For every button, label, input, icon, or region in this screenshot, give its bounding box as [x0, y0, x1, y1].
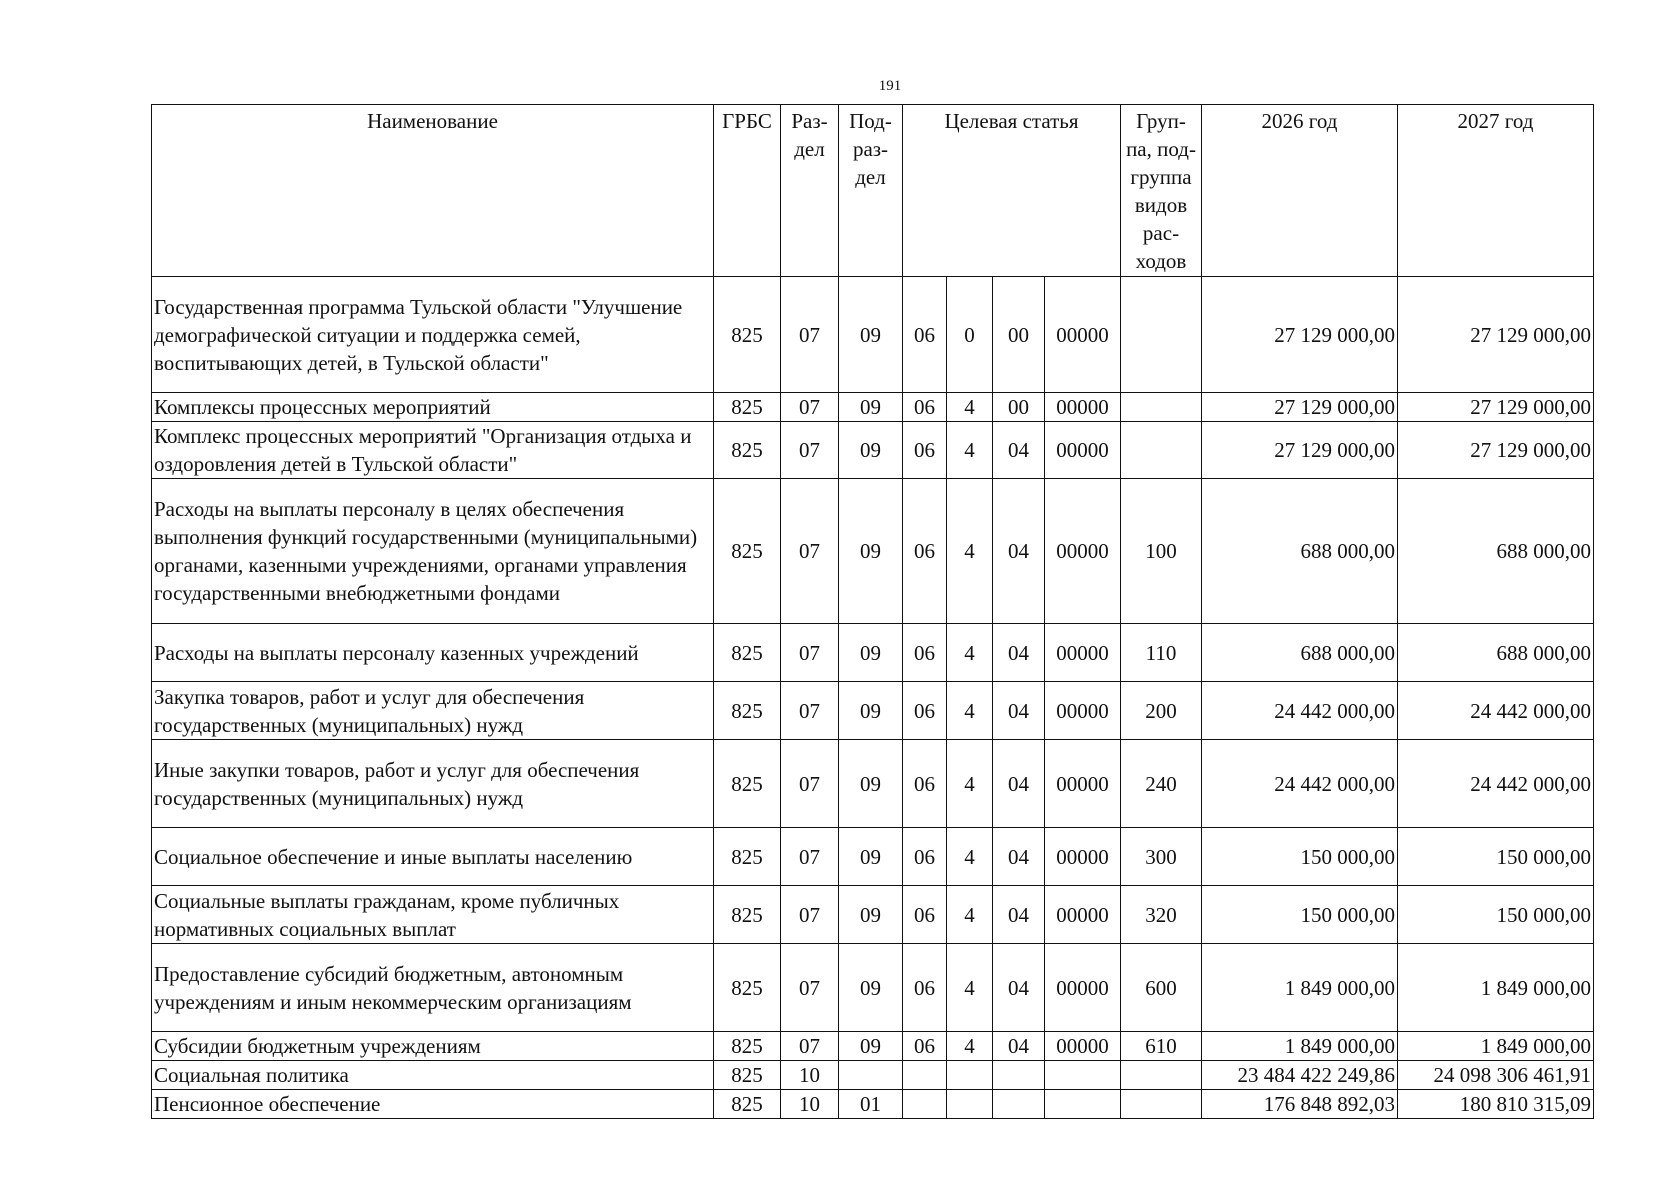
cell-expense-group: 110 [1121, 624, 1202, 682]
cell-amount-2026: 27 129 000,00 [1202, 277, 1398, 393]
cell-target-sub: 04 [993, 624, 1045, 682]
cell-razdel: 07 [781, 393, 839, 422]
cell-amount-2027: 180 810 315,09 [1398, 1090, 1594, 1119]
cell-target-type: 4 [947, 682, 993, 740]
cell-target-sub: 04 [993, 828, 1045, 886]
table-row [152, 393, 1594, 422]
cell-expense-group: 320 [1121, 886, 1202, 944]
cell-amount-2026: 27 129 000,00 [1202, 422, 1398, 479]
cell-amount-2026: 150 000,00 [1202, 886, 1398, 944]
cell-expense-group: 600 [1121, 944, 1202, 1032]
cell-amount-2027: 688 000,00 [1398, 479, 1594, 624]
cell-razdel: 07 [781, 1032, 839, 1061]
cell-target-direction: 00000 [1045, 944, 1121, 1032]
cell-target-program: 06 [903, 393, 947, 422]
cell-target-type: 4 [947, 886, 993, 944]
header-target-article: Целевая статья [903, 105, 1121, 277]
cell-podrazdel: 01 [839, 1090, 903, 1119]
cell-amount-2026: 1 849 000,00 [1202, 1032, 1398, 1061]
cell-target-type: 4 [947, 1032, 993, 1061]
cell-target-type [947, 1061, 993, 1090]
cell-amount-2027: 27 129 000,00 [1398, 277, 1594, 393]
cell-grbs: 825 [714, 886, 781, 944]
cell-target-type: 4 [947, 624, 993, 682]
cell-grbs: 825 [714, 944, 781, 1032]
cell-target-sub: 04 [993, 740, 1045, 828]
cell-target-direction: 00000 [1045, 277, 1121, 393]
cell-amount-2026: 688 000,00 [1202, 479, 1398, 624]
table-row [152, 1061, 1594, 1090]
cell-target-direction: 00000 [1045, 1032, 1121, 1061]
cell-grbs: 825 [714, 682, 781, 740]
cell-amount-2026: 150 000,00 [1202, 828, 1398, 886]
cell-target-direction: 00000 [1045, 740, 1121, 828]
cell-razdel: 07 [781, 624, 839, 682]
cell-target-type: 4 [947, 740, 993, 828]
table-row [152, 422, 1594, 479]
cell-razdel: 07 [781, 277, 839, 393]
row-name: Комплекс процессных мероприятий "Организация отдыха и оздоровления детей в Тульской области" [152, 422, 714, 479]
cell-amount-2027: 150 000,00 [1398, 828, 1594, 886]
cell-grbs: 825 [714, 422, 781, 479]
cell-podrazdel [839, 1061, 903, 1090]
cell-target-type: 4 [947, 479, 993, 624]
cell-expense-group: 200 [1121, 682, 1202, 740]
cell-target-direction: 00000 [1045, 828, 1121, 886]
cell-amount-2027: 1 849 000,00 [1398, 944, 1594, 1032]
cell-amount-2027: 1 849 000,00 [1398, 1032, 1594, 1061]
cell-target-direction: 00000 [1045, 886, 1121, 944]
cell-target-sub: 00 [993, 393, 1045, 422]
cell-amount-2026: 176 848 892,03 [1202, 1090, 1398, 1119]
cell-podrazdel: 09 [839, 740, 903, 828]
cell-razdel: 10 [781, 1061, 839, 1090]
cell-amount-2027: 24 442 000,00 [1398, 682, 1594, 740]
table-row [152, 944, 1594, 1032]
header-row [152, 105, 1594, 277]
table-body [152, 277, 1594, 1119]
header-grbs: ГРБС [714, 105, 781, 277]
cell-expense-group: 240 [1121, 740, 1202, 828]
table-row [152, 1032, 1594, 1061]
cell-amount-2027: 24 098 306 461,91 [1398, 1061, 1594, 1090]
cell-target-direction [1045, 1090, 1121, 1119]
cell-target-program: 06 [903, 886, 947, 944]
row-name: Расходы на выплаты персоналу в целях обеспечения выполнения функций государственными (муниципальными) органами, казенными учреждениями, органами управления государственными внебюджетными фондами [152, 479, 714, 624]
cell-target-program: 06 [903, 740, 947, 828]
header-podrazdel: Под- раз- дел [839, 105, 903, 277]
cell-razdel: 07 [781, 828, 839, 886]
cell-amount-2026: 24 442 000,00 [1202, 740, 1398, 828]
header-year-2027: 2027 год [1398, 105, 1594, 277]
cell-grbs: 825 [714, 1090, 781, 1119]
cell-amount-2026: 23 484 422 249,86 [1202, 1061, 1398, 1090]
table-row [152, 886, 1594, 944]
row-name: Социальные выплаты гражданам, кроме публичных нормативных социальных выплат [152, 886, 714, 944]
table-row [152, 682, 1594, 740]
cell-target-sub: 04 [993, 422, 1045, 479]
cell-razdel: 10 [781, 1090, 839, 1119]
header-name: Наименование [152, 105, 714, 277]
cell-grbs: 825 [714, 1032, 781, 1061]
cell-grbs: 825 [714, 393, 781, 422]
budget-table [151, 104, 1594, 1119]
cell-razdel: 07 [781, 886, 839, 944]
cell-target-program [903, 1061, 947, 1090]
cell-podrazdel: 09 [839, 1032, 903, 1061]
cell-target-program [903, 1090, 947, 1119]
cell-razdel: 07 [781, 682, 839, 740]
cell-target-type: 4 [947, 828, 993, 886]
header-expense-group: Груп- па, под- группа видов рас- ходов [1121, 105, 1202, 277]
cell-grbs: 825 [714, 740, 781, 828]
cell-target-direction: 00000 [1045, 422, 1121, 479]
row-name: Социальное обеспечение и иные выплаты населению [152, 828, 714, 886]
cell-target-sub: 04 [993, 479, 1045, 624]
cell-amount-2026: 27 129 000,00 [1202, 393, 1398, 422]
table-row [152, 828, 1594, 886]
cell-podrazdel: 09 [839, 479, 903, 624]
cell-expense-group: 100 [1121, 479, 1202, 624]
cell-target-type: 0 [947, 277, 993, 393]
cell-target-direction [1045, 1061, 1121, 1090]
cell-target-program: 06 [903, 422, 947, 479]
cell-target-sub: 04 [993, 682, 1045, 740]
cell-grbs: 825 [714, 828, 781, 886]
cell-target-program: 06 [903, 828, 947, 886]
cell-amount-2027: 27 129 000,00 [1398, 393, 1594, 422]
cell-razdel: 07 [781, 422, 839, 479]
row-name: Государственная программа Тульской области "Улучшение демографической ситуации и поддержка семей, воспитывающих детей, в Тульской области" [152, 277, 714, 393]
cell-expense-group [1121, 393, 1202, 422]
cell-target-program: 06 [903, 479, 947, 624]
row-name: Социальная политика [152, 1061, 714, 1090]
cell-expense-group [1121, 422, 1202, 479]
table-row [152, 740, 1594, 828]
page-number: 191 [878, 78, 902, 94]
cell-expense-group [1121, 1061, 1202, 1090]
cell-podrazdel: 09 [839, 886, 903, 944]
cell-podrazdel: 09 [839, 393, 903, 422]
cell-amount-2026: 24 442 000,00 [1202, 682, 1398, 740]
header-year-2026: 2026 год [1202, 105, 1398, 277]
cell-amount-2027: 27 129 000,00 [1398, 422, 1594, 479]
cell-target-sub: 04 [993, 886, 1045, 944]
cell-target-program: 06 [903, 277, 947, 393]
cell-expense-group [1121, 1090, 1202, 1119]
cell-target-program: 06 [903, 682, 947, 740]
row-name: Закупка товаров, работ и услуг для обеспечения государственных (муниципальных) нужд [152, 682, 714, 740]
cell-razdel: 07 [781, 944, 839, 1032]
cell-expense-group: 300 [1121, 828, 1202, 886]
table-row [152, 479, 1594, 624]
cell-target-direction: 00000 [1045, 479, 1121, 624]
row-name: Субсидии бюджетным учреждениям [152, 1032, 714, 1061]
cell-target-direction: 00000 [1045, 393, 1121, 422]
cell-podrazdel: 09 [839, 422, 903, 479]
cell-target-sub: 04 [993, 1032, 1045, 1061]
cell-target-program: 06 [903, 944, 947, 1032]
row-name: Пенсионное обеспечение [152, 1090, 714, 1119]
cell-podrazdel: 09 [839, 624, 903, 682]
cell-podrazdel: 09 [839, 682, 903, 740]
table-row [152, 624, 1594, 682]
row-name: Предоставление субсидий бюджетным, автономным учреждениям и иным некоммерческим организациям [152, 944, 714, 1032]
cell-amount-2027: 688 000,00 [1398, 624, 1594, 682]
cell-target-type: 4 [947, 393, 993, 422]
cell-target-type: 4 [947, 422, 993, 479]
cell-grbs: 825 [714, 277, 781, 393]
cell-target-program: 06 [903, 1032, 947, 1061]
cell-podrazdel: 09 [839, 277, 903, 393]
cell-target-program: 06 [903, 624, 947, 682]
cell-podrazdel: 09 [839, 944, 903, 1032]
cell-grbs: 825 [714, 479, 781, 624]
row-name: Иные закупки товаров, работ и услуг для обеспечения государственных (муниципальных) нужд [152, 740, 714, 828]
cell-amount-2026: 1 849 000,00 [1202, 944, 1398, 1032]
cell-grbs: 825 [714, 624, 781, 682]
cell-target-direction: 00000 [1045, 624, 1121, 682]
cell-target-sub: 00 [993, 277, 1045, 393]
cell-target-sub [993, 1061, 1045, 1090]
cell-amount-2027: 150 000,00 [1398, 886, 1594, 944]
row-name: Комплексы процессных мероприятий [152, 393, 714, 422]
cell-razdel: 07 [781, 740, 839, 828]
cell-expense-group [1121, 277, 1202, 393]
cell-target-type: 4 [947, 944, 993, 1032]
cell-amount-2026: 688 000,00 [1202, 624, 1398, 682]
cell-amount-2027: 24 442 000,00 [1398, 740, 1594, 828]
cell-target-type [947, 1090, 993, 1119]
cell-razdel: 07 [781, 479, 839, 624]
header-razdel: Раз- дел [781, 105, 839, 277]
row-name: Расходы на выплаты персоналу казенных учреждений [152, 624, 714, 682]
cell-expense-group: 610 [1121, 1032, 1202, 1061]
cell-target-direction: 00000 [1045, 682, 1121, 740]
cell-target-sub: 04 [993, 944, 1045, 1032]
table-row [152, 1090, 1594, 1119]
table-row [152, 277, 1594, 393]
cell-grbs: 825 [714, 1061, 781, 1090]
cell-target-sub [993, 1090, 1045, 1119]
cell-podrazdel: 09 [839, 828, 903, 886]
